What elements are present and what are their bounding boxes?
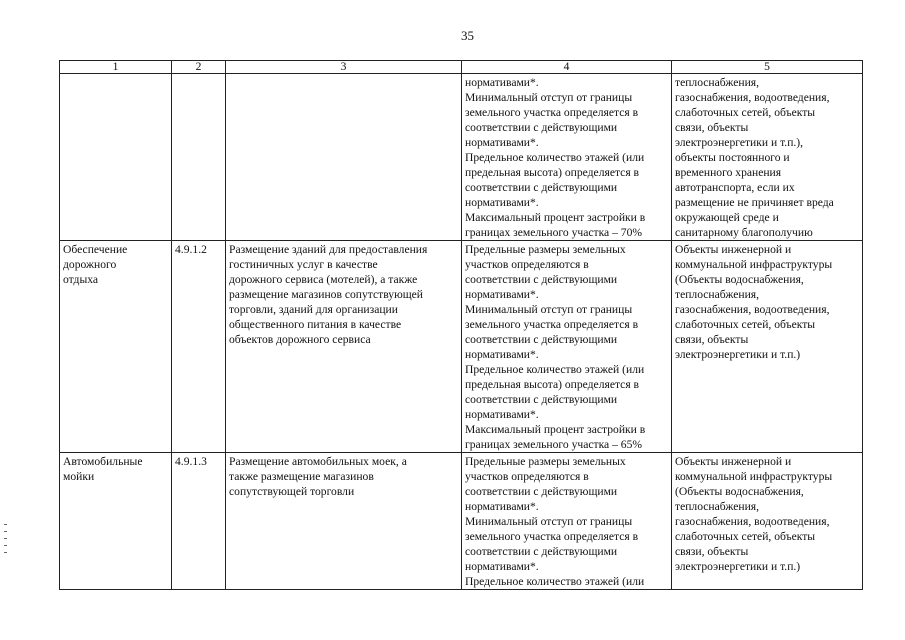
column-header-4: 4 bbox=[462, 61, 672, 74]
cell-line: Автомобильные bbox=[63, 455, 143, 468]
cell-name bbox=[60, 453, 172, 590]
margin-tick bbox=[4, 538, 7, 539]
margin-tick bbox=[4, 545, 7, 546]
cell-code: 4.9.1.3 bbox=[172, 453, 226, 590]
cell-line: Размещение зданий для предоставления bbox=[229, 243, 428, 256]
header-row bbox=[60, 61, 863, 74]
cell-line: слаботочных сетей, объекты bbox=[675, 530, 816, 543]
table-row bbox=[60, 241, 863, 453]
cell-line: нормативами*. bbox=[465, 500, 539, 513]
cell-line: нормативами*. bbox=[465, 76, 539, 89]
cell-line: земельного участка определяется в bbox=[465, 318, 639, 331]
cell-line: объектов дорожного сервиса bbox=[229, 333, 371, 346]
cell-line: электроэнергетики и т.п.), bbox=[675, 136, 804, 149]
cell-line: автотранспорта, если их bbox=[675, 181, 795, 194]
column-header-3: 3 bbox=[226, 61, 462, 74]
table-body bbox=[60, 74, 863, 590]
cell-line: электроэнергетики и т.п.) bbox=[675, 560, 801, 573]
cell-line: газоснабжения, водоотведения, bbox=[675, 515, 830, 528]
margin-tick bbox=[4, 531, 7, 532]
column-header-2: 2 bbox=[172, 61, 226, 74]
cell-line: границах земельного участка – 65% bbox=[465, 438, 643, 451]
cell-line: соответствии с действующими bbox=[465, 273, 618, 286]
cell-auxiliary-uses bbox=[672, 241, 863, 453]
cell-line: соответствии с действующими bbox=[465, 485, 618, 498]
margin-tick bbox=[4, 524, 7, 525]
cell-parameters bbox=[462, 74, 672, 241]
cell-line: участков определяются в bbox=[465, 470, 589, 483]
cell-line: теплоснабжения, bbox=[675, 76, 760, 89]
cell-line: Объекты инженерной и bbox=[675, 455, 792, 468]
cell-line: Предельное количество этажей (или bbox=[465, 363, 645, 376]
cell-line: общественного питания в качестве bbox=[229, 318, 402, 331]
cell-line: соответствии с действующими bbox=[465, 333, 618, 346]
column-header-1: 1 bbox=[60, 61, 172, 74]
cell-line: нормативами*. bbox=[465, 348, 539, 361]
cell-line: размещение не причиняет вреда bbox=[675, 196, 834, 209]
cell-auxiliary-uses bbox=[672, 74, 863, 241]
cell-line: Предельное количество этажей (или bbox=[465, 151, 645, 164]
cell-line: связи, объекты bbox=[675, 121, 749, 134]
cell-parameters bbox=[462, 241, 672, 453]
cell-line: электроэнергетики и т.п.) bbox=[675, 348, 801, 361]
cell-description bbox=[226, 74, 462, 241]
cell-line: теплоснабжения, bbox=[675, 288, 760, 301]
cell-description bbox=[226, 241, 462, 453]
cell-line: Предельные размеры земельных bbox=[465, 455, 626, 468]
cell-line: участков определяются в bbox=[465, 258, 589, 271]
cell-line: временного хранения bbox=[675, 166, 782, 179]
cell-line: объекты постоянного и bbox=[675, 151, 790, 164]
cell-line: (Объекты водоснабжения, bbox=[675, 273, 804, 286]
cell-line: нормативами*. bbox=[465, 408, 539, 421]
cell-line: Размещение автомобильных моек, а bbox=[229, 455, 407, 468]
table-header bbox=[60, 61, 863, 74]
cell-line: нормативами*. bbox=[465, 560, 539, 573]
scan-margin-marks bbox=[4, 524, 7, 559]
cell-line: соответствии с действующими bbox=[465, 181, 618, 194]
cell-line: дорожного сервиса (мотелей), а также bbox=[229, 273, 418, 286]
margin-tick bbox=[4, 552, 7, 553]
cell-line: теплоснабжения, bbox=[675, 500, 760, 513]
cell-line: Максимальный процент застройки в bbox=[465, 211, 646, 224]
cell-line: границах земельного участка – 70% bbox=[465, 226, 643, 239]
cell-line: торговли, зданий для организации bbox=[229, 303, 398, 316]
cell-line: Максимальный процент застройки в bbox=[465, 423, 646, 436]
cell-line: предельная высота) определяется в bbox=[465, 378, 640, 391]
cell-line: мойки bbox=[63, 470, 95, 483]
cell-line: Предельные размеры земельных bbox=[465, 243, 626, 256]
cell-auxiliary-uses bbox=[672, 453, 863, 590]
cell-line: связи, объекты bbox=[675, 545, 749, 558]
cell-line: соответствии с действующими bbox=[465, 393, 618, 406]
page-number: 35 bbox=[461, 28, 474, 43]
cell-line: соответствии с действующими bbox=[465, 121, 618, 134]
cell-line: окружающей среде и bbox=[675, 211, 779, 224]
cell-line: размещение магазинов сопутствующей bbox=[229, 288, 424, 301]
cell-line: коммунальной инфраструктуры bbox=[675, 470, 833, 483]
cell-code: 4.9.1.2 bbox=[172, 241, 226, 453]
cell-line: также размещение магазинов bbox=[229, 470, 374, 483]
cell-line: Минимальный отступ от границы bbox=[465, 303, 633, 316]
cell-line: связи, объекты bbox=[675, 333, 749, 346]
cell-line: коммунальной инфраструктуры bbox=[675, 258, 833, 271]
land-use-table bbox=[59, 60, 863, 590]
cell-line: санитарному благополучию bbox=[675, 226, 813, 239]
cell-line: Минимальный отступ от границы bbox=[465, 515, 633, 528]
cell-line: соответствии с действующими bbox=[465, 545, 618, 558]
table-row bbox=[60, 74, 863, 241]
cell-line: газоснабжения, водоотведения, bbox=[675, 303, 830, 316]
cell-name bbox=[60, 74, 172, 241]
cell-parameters bbox=[462, 453, 672, 590]
column-header-5: 5 bbox=[672, 61, 863, 74]
cell-line: земельного участка определяется в bbox=[465, 530, 639, 543]
cell-line: (Объекты водоснабжения, bbox=[675, 485, 804, 498]
cell-line: нормативами*. bbox=[465, 136, 539, 149]
cell-line: земельного участка определяется в bbox=[465, 106, 639, 119]
cell-name bbox=[60, 241, 172, 453]
cell-line: слаботочных сетей, объекты bbox=[675, 106, 816, 119]
cell-line: нормативами*. bbox=[465, 288, 539, 301]
cell-line: отдыха bbox=[63, 273, 99, 286]
cell-line: дорожного bbox=[63, 258, 117, 271]
cell-description bbox=[226, 453, 462, 590]
cell-line: Объекты инженерной и bbox=[675, 243, 792, 256]
cell-line: предельная высота) определяется в bbox=[465, 166, 640, 179]
cell-line: Предельное количество этажей (или bbox=[465, 575, 645, 588]
cell-line: Минимальный отступ от границы bbox=[465, 91, 633, 104]
cell-line: сопутствующей торговли bbox=[229, 485, 355, 498]
cell-line: слаботочных сетей, объекты bbox=[675, 318, 816, 331]
cell-line: Обеспечение bbox=[63, 243, 128, 256]
table-row bbox=[60, 453, 863, 590]
cell-line: гостиничных услуг в качестве bbox=[229, 258, 378, 271]
cell-line: газоснабжения, водоотведения, bbox=[675, 91, 830, 104]
cell-line: нормативами*. bbox=[465, 196, 539, 209]
cell-code bbox=[172, 74, 226, 241]
